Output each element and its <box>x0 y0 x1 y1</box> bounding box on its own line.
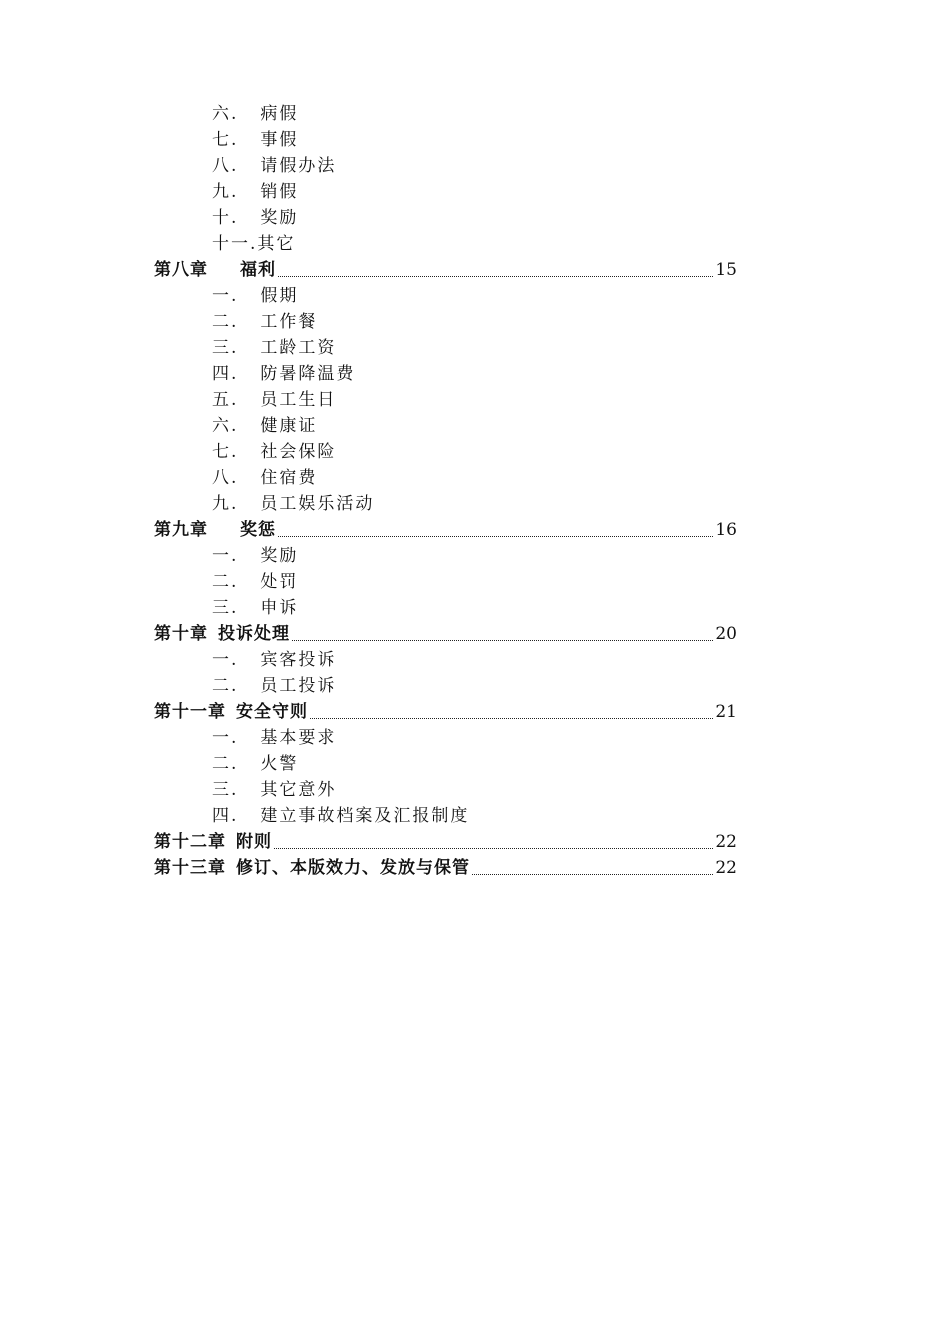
toc-subitem[interactable] <box>0 413 950 439</box>
subitem-title: 基本要求 <box>260 728 337 748</box>
subitem-title: 处罚 <box>260 572 299 592</box>
subitem-title: 其它意外 <box>260 780 337 800</box>
subitem-title: 员工生日 <box>260 390 337 410</box>
toc-subitem[interactable] <box>0 127 950 153</box>
page-number: 22 <box>715 832 737 852</box>
toc-subitem[interactable] <box>0 751 950 777</box>
subitem-title: 社会保险 <box>260 442 337 462</box>
subitem-title: 假期 <box>260 286 299 306</box>
toc-subitem[interactable] <box>0 309 950 335</box>
subitem-number: 八. <box>212 156 239 176</box>
dot-leader <box>274 847 713 849</box>
toc-subitem[interactable] <box>0 569 950 595</box>
chapter-number: 第十三章 <box>154 858 226 878</box>
toc-chapter-11[interactable] <box>0 699 737 725</box>
subitem-title: 火警 <box>260 754 299 774</box>
subitem-title: 事假 <box>260 130 299 150</box>
toc-chapter-9[interactable] <box>0 517 737 543</box>
toc-chapter-12[interactable] <box>0 829 737 855</box>
subitem-title: 请假办法 <box>260 156 337 176</box>
toc-subitem[interactable] <box>0 439 950 465</box>
subitem-number: 七. <box>212 130 239 150</box>
subitem-title: 销假 <box>260 182 299 202</box>
dot-leader <box>310 717 713 719</box>
subitem-number: 一. <box>212 286 239 306</box>
subitem-number: 一. <box>212 728 239 748</box>
subitem-title: 奖励 <box>260 546 299 566</box>
subitem-title: 申诉 <box>260 598 299 618</box>
subitem-number: 二. <box>212 676 239 696</box>
subitem-number: 十一. <box>212 234 258 254</box>
chapter-title: 奖惩 <box>240 520 276 540</box>
chapter-title: 福利 <box>240 260 276 280</box>
page-number: 21 <box>715 702 737 722</box>
subitem-title: 防暑降温费 <box>260 364 356 384</box>
toc-subitem[interactable] <box>0 153 950 179</box>
toc-subitem[interactable] <box>0 803 950 829</box>
chapter-title: 修订、本版效力、发放与保管 <box>236 858 470 878</box>
dot-leader <box>292 639 713 641</box>
toc-subitem[interactable] <box>0 595 950 621</box>
subitem-number: 九. <box>212 494 239 514</box>
toc-subitem[interactable] <box>0 725 950 751</box>
subitem-number: 三. <box>212 780 239 800</box>
chapter-number: 第九章 <box>154 520 208 540</box>
subitem-number: 十. <box>212 208 239 228</box>
subitem-number: 一. <box>212 546 239 566</box>
subitem-number: 二. <box>212 572 239 592</box>
subitem-title: 住宿费 <box>260 468 318 488</box>
subitem-number: 二. <box>212 754 239 774</box>
page-number: 22 <box>715 858 737 878</box>
subitem-title: 健康证 <box>260 416 318 436</box>
dot-leader <box>278 275 713 277</box>
subitem-title: 病假 <box>260 104 299 124</box>
chapter-number: 第十一章 <box>154 702 226 722</box>
toc-subitem[interactable] <box>0 179 950 205</box>
page-number: 15 <box>715 260 737 280</box>
toc-subitem[interactable] <box>0 465 950 491</box>
subitem-number: 四. <box>212 364 239 384</box>
subitem-number: 六. <box>212 416 239 436</box>
chapter-number: 第十二章 <box>154 832 226 852</box>
toc-subitem[interactable] <box>0 205 950 231</box>
subitem-number: 五. <box>212 390 239 410</box>
page-number: 16 <box>715 520 737 540</box>
subitem-title: 奖励 <box>260 208 299 228</box>
dot-leader <box>278 535 713 537</box>
chapter-title: 安全守则 <box>236 702 308 722</box>
subitem-title: 工龄工资 <box>260 338 337 358</box>
toc-subitem[interactable] <box>0 283 950 309</box>
toc-subitem[interactable] <box>0 101 950 127</box>
toc-subitem[interactable] <box>0 647 950 673</box>
subitem-number: 九. <box>212 182 239 202</box>
subitem-number: 八. <box>212 468 239 488</box>
subitem-number: 一. <box>212 650 239 670</box>
toc-subitem[interactable] <box>0 673 950 699</box>
toc-subitem[interactable] <box>0 543 950 569</box>
chapter-title: 投诉处理 <box>218 624 290 644</box>
toc-subitem[interactable] <box>0 231 950 257</box>
subitem-number: 三. <box>212 598 239 618</box>
subitem-title: 其它 <box>257 234 296 254</box>
toc-subitem[interactable] <box>0 387 950 413</box>
toc-chapter-13[interactable] <box>0 855 737 881</box>
subitem-title: 员工娱乐活动 <box>260 494 375 514</box>
subitem-number: 四. <box>212 806 239 826</box>
chapter-number: 第八章 <box>154 260 208 280</box>
table-of-contents <box>0 101 950 881</box>
chapter-number: 第十章 <box>154 624 208 644</box>
subitem-number: 二. <box>212 312 239 332</box>
subitem-title: 员工投诉 <box>260 676 337 696</box>
subitem-title: 工作餐 <box>260 312 318 332</box>
page-number: 20 <box>715 624 737 644</box>
subitem-title: 建立事故档案及汇报制度 <box>260 806 470 826</box>
toc-subitem[interactable] <box>0 335 950 361</box>
subitem-title: 宾客投诉 <box>260 650 337 670</box>
dot-leader <box>472 873 713 875</box>
subitem-number: 三. <box>212 338 239 358</box>
subitem-number: 七. <box>212 442 239 462</box>
toc-chapter-10[interactable] <box>0 621 737 647</box>
toc-subitem[interactable] <box>0 491 950 517</box>
toc-subitem[interactable] <box>0 777 950 803</box>
chapter-title: 附则 <box>236 832 272 852</box>
toc-chapter-8[interactable] <box>0 257 737 283</box>
subitem-number: 六. <box>212 104 239 124</box>
toc-subitem[interactable] <box>0 361 950 387</box>
